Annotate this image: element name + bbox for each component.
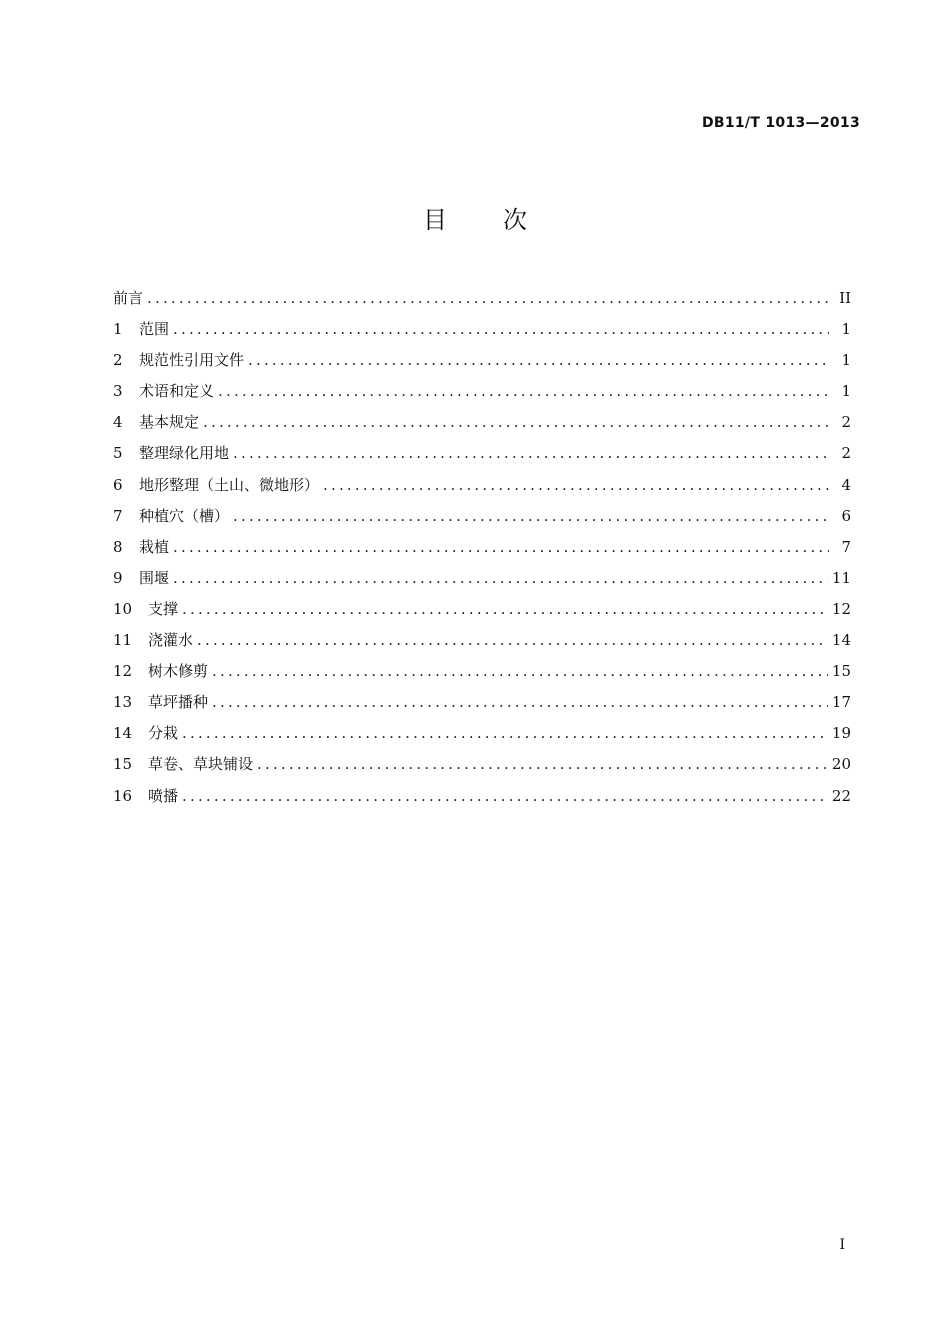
toc-entry-page: 2: [841, 444, 851, 463]
toc-dot-leader: [182, 594, 828, 625]
toc-dot-leader: [218, 376, 829, 407]
toc-dot-leader: [203, 407, 829, 438]
toc-entry-number: 1: [113, 320, 123, 339]
toc-entry-label: 草坪播种: [148, 693, 209, 712]
toc-entry-number: 8: [113, 537, 123, 556]
toc-entry-foreword[interactable]: [113, 283, 851, 314]
toc-entry-label: 范围: [139, 320, 170, 339]
toc-entry-label: 整理绿化用地: [139, 444, 230, 463]
toc-entry-15[interactable]: [113, 749, 851, 780]
toc-entry-9[interactable]: [113, 563, 851, 594]
toc-entry-number: 3: [113, 382, 123, 401]
toc-dot-leader: [173, 563, 828, 594]
toc-entry-page: 4: [841, 475, 851, 494]
toc-entry-label: 分栽: [148, 724, 179, 743]
toc-dot-leader: [233, 438, 829, 469]
toc-entry-3[interactable]: [113, 376, 851, 407]
toc-entry-1[interactable]: [113, 314, 851, 345]
toc-entry-number: 4: [113, 413, 123, 432]
toc-entry-page: 14: [831, 631, 851, 650]
toc-entry-label: 支撑: [148, 599, 179, 618]
toc-entry-page: 1: [841, 351, 851, 370]
toc-entry-label: 树木修剪: [148, 662, 209, 681]
toc-entry-label: 栽植: [139, 537, 170, 556]
toc-entry-page: 2: [841, 413, 851, 432]
toc-entry-page: 1: [841, 382, 851, 401]
toc-dot-leader: [248, 345, 829, 376]
toc-entry-page: 6: [841, 506, 851, 525]
toc-entry-16[interactable]: [113, 781, 851, 812]
toc-dot-leader: [173, 532, 829, 563]
toc-entry-5[interactable]: [113, 438, 851, 469]
toc-entry-label: 规范性引用文件: [139, 351, 245, 370]
toc-entry-12[interactable]: [113, 656, 851, 687]
toc-entry-page: 1: [841, 320, 851, 339]
toc-entry-8[interactable]: [113, 532, 851, 563]
table-of-contents: [113, 283, 851, 812]
toc-entry-number: 16: [113, 786, 133, 805]
toc-entry-number: 14: [113, 724, 133, 743]
toc-dot-leader: [182, 718, 828, 749]
toc-entry-10[interactable]: [113, 594, 851, 625]
toc-entry-number: 10: [113, 599, 133, 618]
toc-entry-label: 喷播: [148, 786, 179, 805]
toc-entry-number: 5: [113, 444, 123, 463]
toc-entry-14[interactable]: [113, 718, 851, 749]
toc-entry-label: 术语和定义: [139, 382, 215, 401]
toc-entry-label: 草卷、草块铺设: [148, 755, 254, 774]
toc-entry-page: 19: [831, 724, 851, 743]
toc-entry-page: 17: [831, 693, 851, 712]
page-number: I: [839, 1237, 845, 1253]
toc-dot-leader: [323, 470, 829, 501]
toc-entry-label: 种植穴（槽）: [139, 506, 230, 525]
standard-code: DB11/T 1013—2013: [701, 115, 860, 131]
toc-dot-leader: [197, 625, 828, 656]
toc-entry-number: 2: [113, 351, 123, 370]
toc-entry-7[interactable]: [113, 501, 851, 532]
toc-entry-label: 浇灌水: [148, 631, 194, 650]
toc-entry-number: 11: [113, 631, 133, 650]
page-title-char-1: 目: [423, 206, 447, 234]
toc-entry-6[interactable]: [113, 470, 851, 501]
toc-entry-page: 11: [831, 568, 851, 587]
toc-entry-4[interactable]: [113, 407, 851, 438]
page-title-char-2: 次: [503, 206, 527, 234]
toc-entry-page: 22: [831, 786, 851, 805]
toc-entry-label: 前言: [113, 289, 144, 307]
page-title: [0, 200, 950, 235]
toc-dot-leader: [233, 501, 829, 532]
toc-entry-13[interactable]: [113, 687, 851, 718]
toc-entry-page: 12: [831, 599, 851, 618]
toc-entry-page: 20: [831, 755, 851, 774]
toc-entry-page: II: [839, 289, 851, 307]
toc-dot-leader: [173, 314, 829, 345]
toc-entry-page: 7: [841, 537, 851, 556]
toc-entry-number: 9: [113, 568, 123, 587]
toc-dot-leader: [182, 781, 828, 812]
toc-entry-number: 15: [113, 755, 133, 774]
toc-entry-label: 地形整理（土山、微地形）: [139, 475, 320, 494]
toc-entry-number: 13: [113, 693, 133, 712]
toc-entry-2[interactable]: [113, 345, 851, 376]
toc-entry-number: 12: [113, 662, 133, 681]
toc-dot-leader: [212, 687, 828, 718]
toc-dot-leader: [212, 656, 828, 687]
toc-entry-number: 7: [113, 506, 123, 525]
toc-dot-leader: [147, 283, 829, 314]
toc-entry-11[interactable]: [113, 625, 851, 656]
toc-entry-label: 基本规定: [139, 413, 200, 432]
toc-dot-leader: [257, 749, 828, 780]
toc-entry-label: 围堰: [139, 568, 170, 587]
toc-entry-page: 15: [831, 662, 851, 681]
toc-entry-number: 6: [113, 475, 123, 494]
